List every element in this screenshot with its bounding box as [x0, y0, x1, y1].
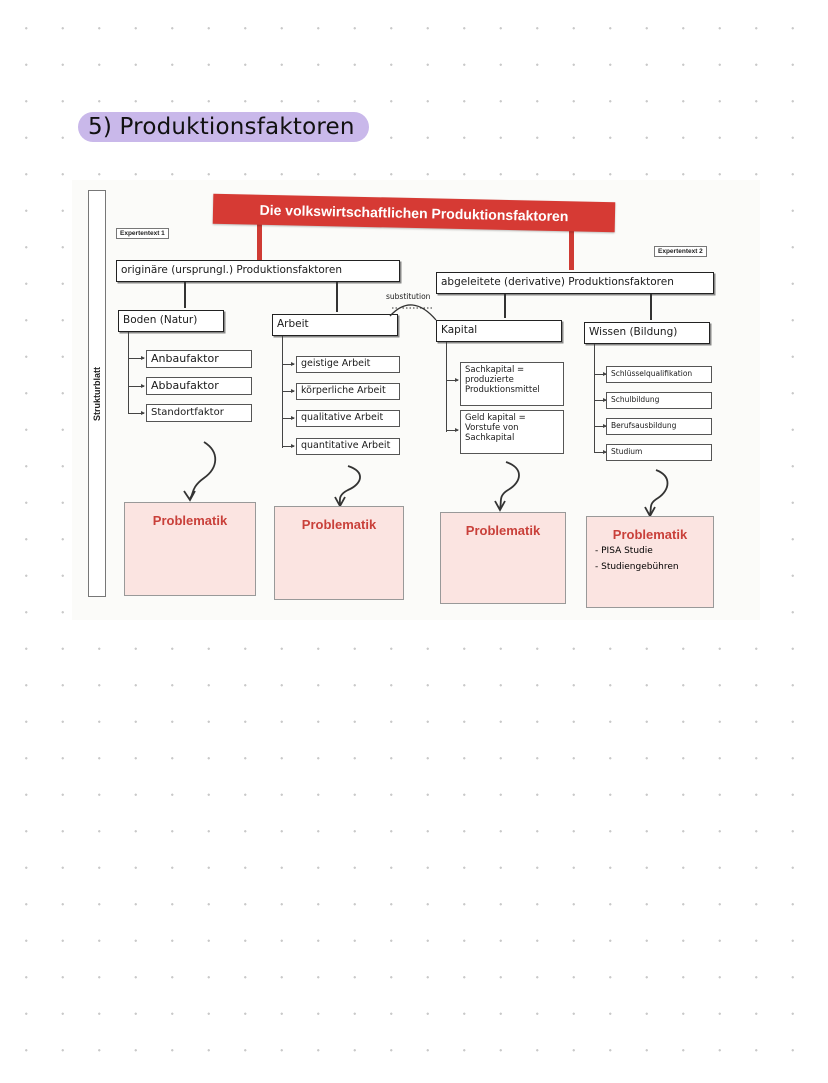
diagram-photo: [72, 180, 760, 620]
expertentext-1-tag: Expertentext 1: [116, 228, 169, 239]
kapital-item-2: Geld kapital = Vorstufe von Sachkapital: [460, 410, 564, 454]
substitution-label: substitution: [386, 292, 431, 301]
arrow-col2: [340, 466, 360, 504]
wissen-item-2: Schulbildung: [606, 392, 712, 409]
problem-label-wissen: Problematik: [612, 527, 688, 542]
boden-item-2: Abbaufaktor: [146, 377, 252, 395]
problem-note: - Studiengebühren: [595, 562, 679, 572]
arbeit-item-1: geistige Arbeit: [296, 356, 400, 373]
substitution-arc: [390, 305, 436, 320]
arbeit-item-4: quantitative Arbeit: [296, 438, 400, 455]
arrow-col4: [650, 470, 668, 514]
arrow-col1-head: [184, 491, 195, 500]
kapital-item-1: Sachkapital = produzierte Produktionsmittel: [460, 362, 564, 406]
problem-box-kapital: [440, 512, 566, 604]
sidebar-label: Strukturblatt: [92, 366, 102, 421]
problem-box-arbeit: [274, 506, 404, 600]
problem-notes-wissen: [595, 546, 713, 572]
diagram-title: Die volkswirtschaftlichen Produktionsfaktoren: [213, 194, 616, 232]
expertentext-2-tag: Expertentext 2: [654, 246, 707, 257]
wissen-item-1: Schlüsselqualifikation: [606, 366, 712, 383]
category-kapital: Kapital: [436, 320, 562, 342]
problem-label-boden: Problematik: [152, 513, 228, 528]
problem-note: - PISA Studie: [595, 546, 653, 556]
category-arbeit: Arbeit: [272, 314, 398, 336]
problem-box-boden: [124, 502, 256, 596]
boden-item-1: Anbaufaktor: [146, 350, 252, 368]
boden-item-3: Standortfaktor: [146, 404, 252, 422]
group-derived-factors: abgeleitete (derivative) Produktionsfaktoren: [436, 272, 714, 294]
wissen-item-3: Berufsausbildung: [606, 418, 712, 435]
group-original-factors: originäre (ursprungl.) Produktionsfaktoren: [116, 260, 400, 282]
category-boden: Boden (Natur): [118, 310, 224, 332]
arrow-col1: [190, 442, 215, 498]
page-heading: 5) Produktionsfaktoren: [78, 112, 369, 142]
problem-label-kapital: Problematik: [465, 523, 541, 538]
problem-box-wissen: [586, 516, 714, 608]
arbeit-item-3: qualitative Arbeit: [296, 410, 400, 427]
problem-label-arbeit: Problematik: [301, 517, 377, 532]
arbeit-item-2: körperliche Arbeit: [296, 383, 400, 400]
arrow-col3: [500, 462, 519, 508]
category-wissen: Wissen (Bildung): [584, 322, 710, 344]
wissen-item-4: Studium: [606, 444, 712, 461]
